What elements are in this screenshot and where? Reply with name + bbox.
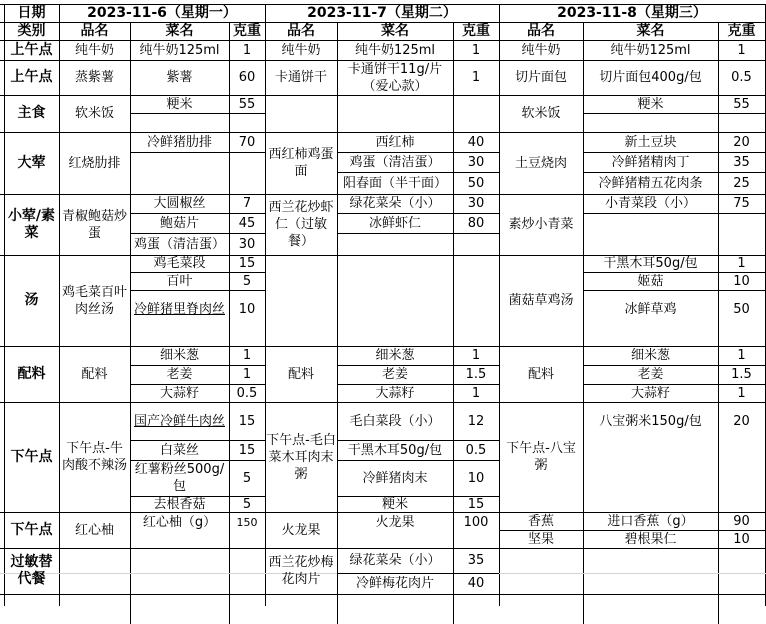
day2-small-dish: 西兰花炒虾仁（过敏餐） (268, 200, 334, 249)
day3-meat-dish: 土豆烧肉 (514, 155, 567, 171)
day3-season-item-3: 大蒜籽 (630, 385, 670, 401)
day2-meat-item-2: 鸡蛋（清洁蛋） (349, 154, 441, 170)
day3-pm-dish: 下午点-八宝粥 (506, 441, 576, 473)
day1-am1-item: 纯牛奶125ml (139, 42, 220, 58)
category-small-meat: 小荤/素菜 (7, 207, 56, 241)
day1-ingredient-header: 菜名 (165, 22, 194, 39)
day1-pm-weight-1: 15 (238, 413, 256, 429)
day3-fruit-weight-2: 10 (733, 531, 750, 547)
day1-soup-weight-2: 5 (242, 273, 252, 289)
day2-season-weight-2: 1.5 (465, 367, 487, 382)
day1-season-item-1: 细米葱 (159, 348, 199, 363)
day1-small-weight-3: 30 (238, 236, 256, 252)
day1-small-weight-2: 45 (238, 215, 256, 231)
day3-small-item-1: 小青菜段（小） (604, 196, 696, 211)
day2-meat-weight-1: 40 (467, 134, 485, 150)
day1-meat-dish: 红烧肋排 (68, 155, 121, 171)
day2-meat-item-1: 西红柿 (375, 134, 415, 150)
category-meat: 大荤 (17, 154, 46, 171)
day3-meat-weight-1: 20 (733, 134, 750, 150)
day2-ingredient-header: 菜名 (381, 22, 409, 39)
category-staple: 主食 (17, 105, 46, 121)
day1-am1-dish: 纯牛奶 (74, 42, 114, 58)
day2-am1-dish: 纯牛奶 (281, 42, 321, 58)
day3-staple-dish: 软米饭 (521, 106, 561, 121)
day2-fruit-weight: 100 (463, 514, 489, 530)
day3-am2-dish: 切片面包 (514, 70, 567, 85)
day3-soup-item-3: 冰鲜草鸡 (624, 301, 677, 317)
day3-season-item-1: 细米葱 (630, 348, 670, 363)
day2-pm-dish: 下午点-毛白菜木耳肉末粥 (266, 432, 336, 482)
category-pm-snack: 下午点 (10, 448, 53, 465)
day3-am2-item: 切片面包400g/包 (599, 70, 702, 85)
day2-season-item-1: 细米葱 (375, 348, 415, 363)
day2-pm-item-1: 毛白菜段（小） (349, 413, 441, 429)
day2-small-item-2: 冰鲜虾仁 (368, 215, 421, 231)
day3-soup-weight-1: 1 (737, 256, 746, 271)
day1-fruit-weight: 150 (236, 515, 258, 529)
day1-soup-dish: 鸡毛菜百叶肉丝汤 (61, 284, 127, 317)
day3-meat-item-1: 新土豆块 (624, 134, 677, 150)
day3-dish-header: 品名 (527, 22, 555, 39)
day1-pm-weight-2: 15 (238, 442, 256, 458)
day1-weight-header: 克重 (233, 22, 261, 39)
day1-pm-weight-4: 5 (242, 496, 252, 512)
date-label: 日期 (17, 4, 46, 21)
day2-season-weight-3: 1 (471, 385, 481, 401)
category-header: 类别 (17, 22, 46, 39)
day2-pm-weight-2: 0.5 (465, 442, 487, 458)
day1-am1-weight: 1 (242, 42, 252, 58)
day3-soup-weight-3: 50 (733, 301, 750, 317)
day2-small-item-1: 绿花菜朵（小） (349, 196, 441, 211)
day2-small-weight-2: 80 (467, 215, 485, 231)
day3-soup-weight-2: 10 (733, 273, 750, 289)
category-am-snack-2: 上午点 (10, 69, 53, 85)
day3-small-dish: 素炒小青菜 (508, 217, 574, 232)
day3-am2-weight: 0.5 (731, 70, 752, 85)
day3-season-dish: 配料 (527, 366, 554, 382)
day1-soup-item-2: 百叶 (166, 273, 193, 289)
day1-dish-header: 品名 (80, 22, 109, 39)
day1-season-weight-1: 1 (242, 348, 252, 363)
day2-season-item-3: 大蒜籽 (375, 385, 415, 401)
day2-allergy-item-1: 绿花菜朵（小） (349, 553, 441, 568)
day3-weight-header: 克重 (727, 22, 756, 39)
day3-season-weight-1: 1 (737, 348, 746, 363)
day3-season-weight-3: 1 (737, 385, 746, 401)
day3-small-weight-1: 75 (733, 196, 750, 211)
day3-fruit-weight-1: 90 (733, 513, 750, 529)
day1-small-item-2: 鲍菇片 (159, 215, 199, 231)
day3-fruit-dish-2: 坚果 (527, 531, 554, 547)
day1-soup-weight-1: 15 (238, 256, 256, 271)
day2-fruit-item: 火龙果 (375, 514, 415, 530)
day3-meat-weight-2: 35 (733, 154, 750, 170)
day2-allergy-weight-1: 35 (467, 553, 485, 568)
day2-am2-dish: 卡通饼干 (274, 70, 327, 85)
day3-staple-item: 粳米 (637, 96, 664, 112)
day3-am1-weight: 1 (737, 42, 746, 58)
day3-pm-item-1: 八宝粥米150g/包 (599, 413, 702, 429)
day3-meat-weight-3: 25 (733, 175, 750, 191)
day2-am1-item: 纯牛奶125ml (354, 42, 436, 58)
category-seasoning: 配料 (17, 365, 46, 382)
day2-am2-weight: 1 (471, 70, 481, 85)
day2-meat-weight-3: 50 (467, 175, 485, 191)
day2-meat-item-3: 阳春面（半干面） (342, 175, 447, 191)
day3-staple-weight: 55 (733, 96, 750, 112)
day2-pm-item-3: 冷鲜猪肉末 (362, 470, 428, 486)
day1-small-item-1: 大圆椒丝 (153, 196, 206, 211)
day3-season-weight-2: 1.5 (731, 367, 752, 382)
day3-soup-item-2: 姬菇 (637, 273, 664, 289)
day1-soup-weight-3: 10 (238, 301, 256, 317)
day1-season-weight-2: 1 (242, 367, 252, 382)
day2-allergy-weight-2: 40 (467, 576, 485, 591)
day2-pm-item-2: 干黑木耳50g/包 (347, 442, 443, 458)
day3-date: 2023-11-8（星期三） (557, 4, 707, 21)
category-pm-fruit: 下午点 (10, 521, 53, 538)
day3-am1-dish: 纯牛奶 (521, 42, 561, 58)
day1-season-weight-3: 0.5 (236, 385, 258, 401)
day3-pm-weight-1: 20 (733, 413, 750, 429)
day1-season-item-3: 大蒜籽 (159, 385, 199, 401)
day3-ingredient-header: 菜名 (636, 22, 665, 39)
day1-pm-item-3: 红薯粉丝500g/包 (134, 462, 225, 494)
day1-staple-dish: 软米饭 (74, 106, 114, 121)
day1-pm-dish: 下午点-牛肉酸不辣汤 (61, 441, 127, 473)
day3-fruit-item-1: 进口香蕉（g） (607, 513, 694, 529)
day2-pm-weight-3: 10 (467, 470, 485, 486)
day2-am2-item: 卡通饼干11g/片（爱心款） (347, 61, 443, 94)
day1-pm-item-2: 白菜丝 (159, 442, 199, 458)
day1-meat-weight: 70 (238, 134, 256, 150)
category-allergy: 过敏替代餐 (10, 554, 53, 587)
day2-season-item-2: 老姜 (381, 367, 408, 382)
day2-season-dish: 配料 (287, 366, 314, 382)
day1-season-dish: 配料 (81, 366, 108, 382)
day3-meat-item-3: 冷鲜猪精五花肉条 (598, 175, 703, 191)
day3-fruit-item-2: 碧根果仁 (624, 531, 677, 547)
day1-soup-item-1: 鸡毛菜段 (153, 256, 206, 271)
day2-am1-weight: 1 (471, 42, 481, 58)
day2-fruit-dish: 火龙果 (281, 522, 321, 538)
day1-am2-item: 紫薯 (166, 70, 193, 85)
day2-allergy-dish: 西兰花炒梅花肉片 (268, 555, 334, 587)
day1-fruit-dish: 红心柚 (74, 522, 114, 538)
day1-meat-item: 冷鲜猪肋排 (146, 134, 212, 150)
day1-pm-item-1: 国产冷鲜牛肉丝 (133, 413, 225, 429)
day2-pm-weight-4: 15 (467, 496, 485, 512)
day2-pm-weight-1: 12 (467, 413, 485, 429)
day2-pm-item-4: 粳米 (381, 496, 408, 512)
day1-small-item-3: 鸡蛋（清洁蛋） (133, 236, 225, 252)
day2-meat-dish: 西红柿鸡蛋面 (268, 147, 334, 179)
day2-meat-weight-2: 30 (467, 154, 485, 170)
day1-pm-item-4: 去根香菇 (153, 496, 206, 512)
category-am-snack-1: 上午点 (10, 41, 53, 58)
day1-soup-item-3: 冷鲜猪里脊肉丝 (133, 301, 225, 317)
day1-date: 2023-11-6（星期一） (87, 4, 237, 21)
day2-allergy-item-2: 冷鲜梅花肉片 (355, 576, 434, 591)
day1-pm-weight-3: 5 (242, 470, 252, 486)
day3-am1-item: 纯牛奶125ml (610, 42, 691, 58)
day1-staple-weight: 55 (238, 96, 256, 112)
day2-dish-header: 品名 (287, 22, 315, 39)
day3-season-item-2: 老姜 (637, 367, 664, 382)
day3-soup-item-1: 干黑木耳50g/包 (603, 256, 698, 271)
day1-small-dish: 青椒鲍菇炒蛋 (61, 208, 127, 241)
day1-fruit-item: 红心柚（g） (142, 514, 217, 530)
day1-am2-weight: 60 (238, 70, 256, 85)
category-soup: 汤 (24, 292, 39, 308)
day1-am2-dish: 蒸紫薯 (74, 70, 114, 85)
day2-small-weight-1: 30 (467, 196, 485, 211)
day1-staple-item: 粳米 (166, 96, 193, 112)
day2-weight-header: 克重 (462, 22, 490, 39)
day1-small-weight-1: 7 (242, 196, 252, 211)
day3-fruit-dish-1: 香蕉 (527, 513, 554, 529)
day3-soup-dish: 菌菇草鸡汤 (508, 293, 574, 308)
day2-season-weight-1: 1 (471, 348, 481, 363)
day3-meat-item-2: 冷鲜猪精肉丁 (611, 154, 690, 170)
day2-date: 2023-11-7（星期二） (307, 4, 457, 21)
day1-season-item-2: 老姜 (166, 367, 193, 382)
